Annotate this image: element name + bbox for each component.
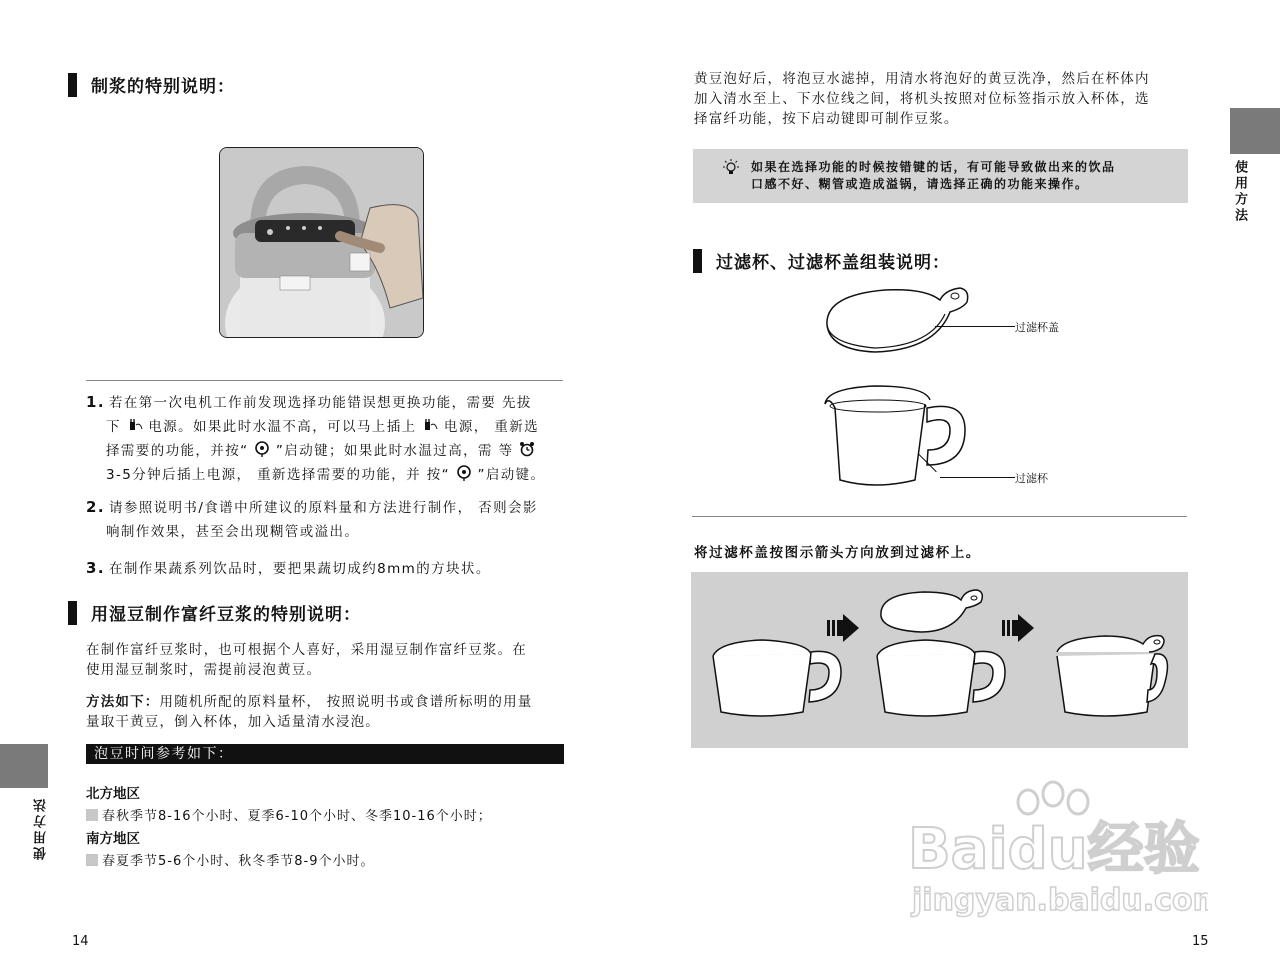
filter-cup-step-1 (713, 640, 841, 716)
side-label-left: 使用方法 (34, 796, 49, 860)
section-heading-filter (693, 248, 950, 273)
divider (86, 380, 563, 381)
arrow-right-icon (1002, 614, 1034, 642)
side-tab-left (0, 744, 48, 788)
page-number-right: 15 (1192, 934, 1209, 949)
watermark-brand: Baidu经验 (908, 817, 1200, 882)
assembly-instruction: 将过滤杯盖按图示箭头方向放到过滤杯上。 (694, 545, 981, 561)
list-item: 1. 若在第一次电机工作前发现选择功能错误想更换功能，需要 先拔 下 电源。如果此时水温不高，可以马上插上 电源， 重新选 择需要的功能，并按“ ”启动键；如果此时水温过高，需 等 3-5分钟后插上电源， 重新选择需要的功能，并 按“ ”启动键。 (86, 393, 546, 483)
filter-cup-step-2 (877, 640, 1005, 716)
side-tab-right (1230, 108, 1280, 154)
label-filter-cup: 过滤杯 (1015, 472, 1048, 485)
filter-lid-step-2 (881, 590, 982, 632)
start-button-icon (254, 441, 270, 457)
rinse-paragraph: 黄豆泡好后，将泡豆水滤掉，用清水将泡好的黄豆洗净，然后在杯体内 加入清水至上、下水位线之间，将机头按照对位标签指示放入杯体，选 择富纤功能，按下启动键即可制作豆浆。 (694, 71, 1150, 127)
section-heading-special-notes (68, 72, 235, 97)
north-text: 春秋季节8-16个小时、夏季6-10个小时、冬季10-16个小时； (86, 805, 492, 824)
arrow-right-icon (827, 614, 859, 642)
north-label: 北方地区 (86, 786, 140, 802)
filter-assembly-diagram (815, 280, 1015, 500)
heading-text: 过滤杯、过滤杯盖组装说明： (716, 253, 950, 273)
section-heading-wet-bean (68, 600, 361, 625)
tip-box (693, 149, 1188, 203)
start-button-icon (456, 465, 472, 481)
assembly-steps-box (691, 572, 1188, 748)
soymilk-maker-photo (219, 147, 424, 338)
divider (692, 516, 1187, 517)
list-item: 2. 请参照说明书/食谱中所建议的原料量和方法进行制作， 否则会影 响制作效果，甚至会出现糊管或溢出。 (86, 498, 538, 540)
south-label: 南方地区 (86, 831, 140, 847)
baidu-watermark (908, 780, 1208, 924)
watermark-url: jingyan.baidu.com (912, 883, 1208, 918)
south-text: 春夏季节5-6个小时、秋冬季节8-9个小时。 (86, 850, 374, 869)
heading-text: 制浆的特别说明： (91, 77, 235, 97)
wet-bean-intro: 在制作富纤豆浆时，也可根据个人喜好，采用湿豆制作富纤豆浆。在 使用湿豆制浆时，需提前浸泡黄豆。 (86, 642, 527, 678)
label-filter-lid: 过滤杯盖 (1015, 321, 1059, 334)
tip-line-2: 口感不好、糊管或造成溢锅，请选择正确的功能来操作。 (751, 177, 1089, 191)
lightbulb-icon (721, 159, 741, 179)
page-number-left: 14 (72, 934, 89, 949)
plug-icon (422, 417, 438, 433)
list-item: 3. 在制作果蔬系列饮品时，要把果蔬切成约8mm的方块状。 (86, 559, 491, 577)
soak-time-bar: 泡豆时间参考如下： (86, 744, 564, 764)
heading-text: 用湿豆制作富纤豆浆的特别说明： (91, 605, 361, 625)
filter-cup-assembled (1057, 636, 1167, 716)
baidu-paw-logo (908, 780, 1208, 920)
plug-icon (127, 417, 143, 433)
method-paragraph: 方法如下：用随机所配的原料量杯， 按照说明书或食谱所标明的用量 量取干黄豆，倒入杯体，加入适量清水浸泡。 (86, 694, 533, 730)
alarm-clock-icon (519, 441, 535, 457)
side-label-right: 使用方法 (1232, 160, 1247, 224)
tip-line-1: 如果在选择功能的时候按错键的话，有可能导致做出来的饮品 (751, 160, 1116, 174)
